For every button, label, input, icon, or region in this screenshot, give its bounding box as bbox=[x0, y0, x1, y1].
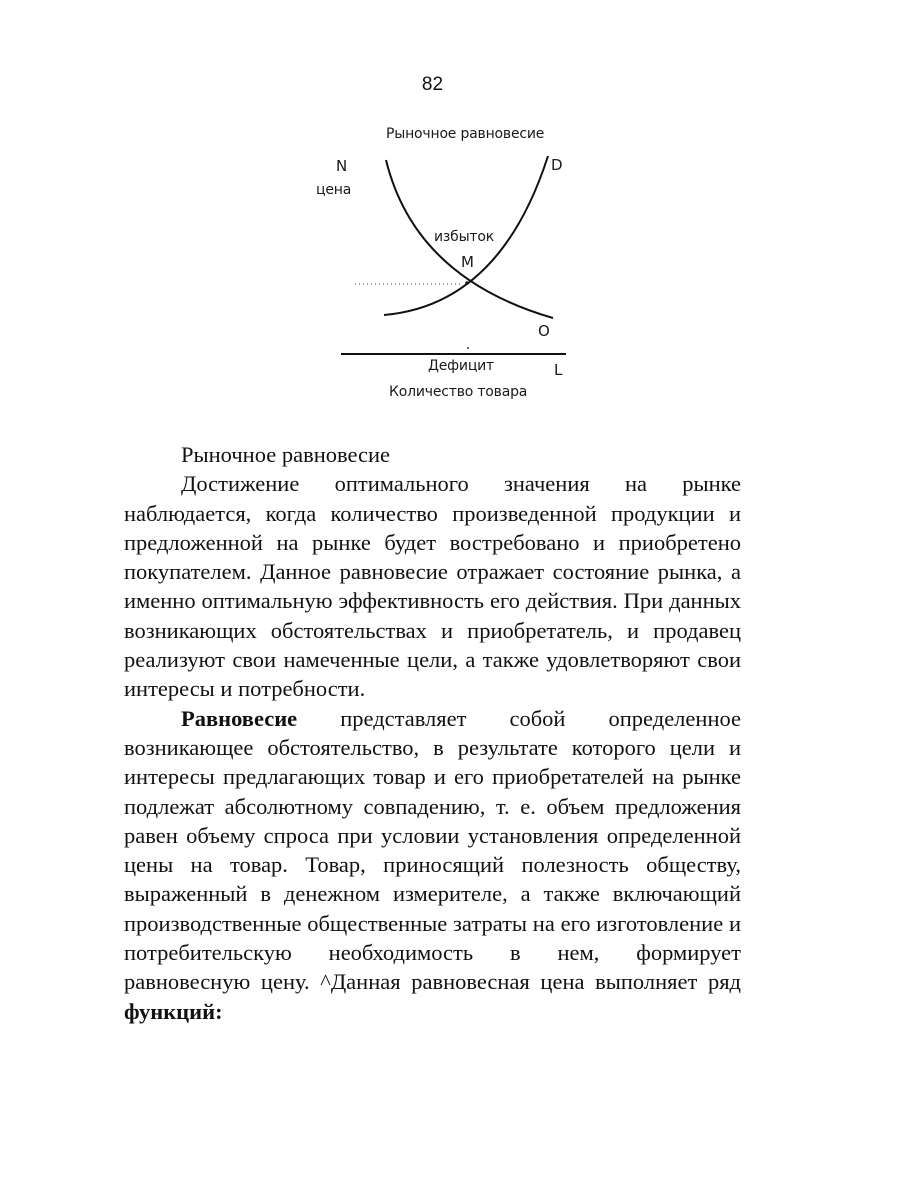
page-number: 82 bbox=[421, 74, 444, 95]
deficit-label: Дефицит bbox=[428, 358, 495, 374]
axis-label-quantity: Количество товара bbox=[389, 384, 528, 400]
axis-mark bbox=[467, 347, 469, 349]
equilibrium-point bbox=[465, 281, 469, 285]
market-equilibrium-figure bbox=[0, 0, 900, 420]
body-text bbox=[124, 440, 741, 1026]
paragraph-1: Достижение оптимального значения на рынке наблюдается, когда количество произведенной продукции и предложенной на рынке будет востребовано и приобретено покупателем. Данное равновесие отражает состояние рынка, а именно оптимальную эффективность его действия. При данных возникающих обстоятельствах и приобретатель, и продавец реализуют свои намеченные цели, а также удовлетворяют свои интересы и потребности. bbox=[124, 471, 741, 702]
paragraph-2-body: представляет собой определенное возникающее обстоятельство, в результате которого цели и интересы предлагающих товар и его приобретателей на рынке подлежат абсолютному совпадению, т. е. объем предложения равен объему спроса при условии установления определенной цены на товар. Товар, приносящий полезность обществу, выраженный в денежном измерителе, а также включающий производственные общественные затраты на его изготовление и потребительскую необходимость в нем, формирует равновесную цену. ^Данная равновесная цена выполняет ряд bbox=[124, 705, 741, 995]
term-equilibrium: Равновесие bbox=[181, 705, 298, 731]
curve-label-o: O bbox=[538, 322, 550, 340]
term-functions: функций: bbox=[124, 998, 223, 1024]
axis-label-price: цена bbox=[316, 182, 352, 198]
section-heading: Рыночное равновесие bbox=[181, 442, 391, 467]
equilibrium-diagram bbox=[0, 0, 900, 420]
point-label-m: M bbox=[461, 253, 474, 271]
figure-title: Рыночное равновесие bbox=[386, 126, 545, 142]
axis-label-l: L bbox=[554, 361, 563, 379]
curve-label-d: D bbox=[551, 156, 563, 174]
axis-label-n: N bbox=[336, 157, 348, 175]
surplus-label: избыток bbox=[434, 229, 495, 245]
paragraph-2 bbox=[124, 704, 741, 1026]
